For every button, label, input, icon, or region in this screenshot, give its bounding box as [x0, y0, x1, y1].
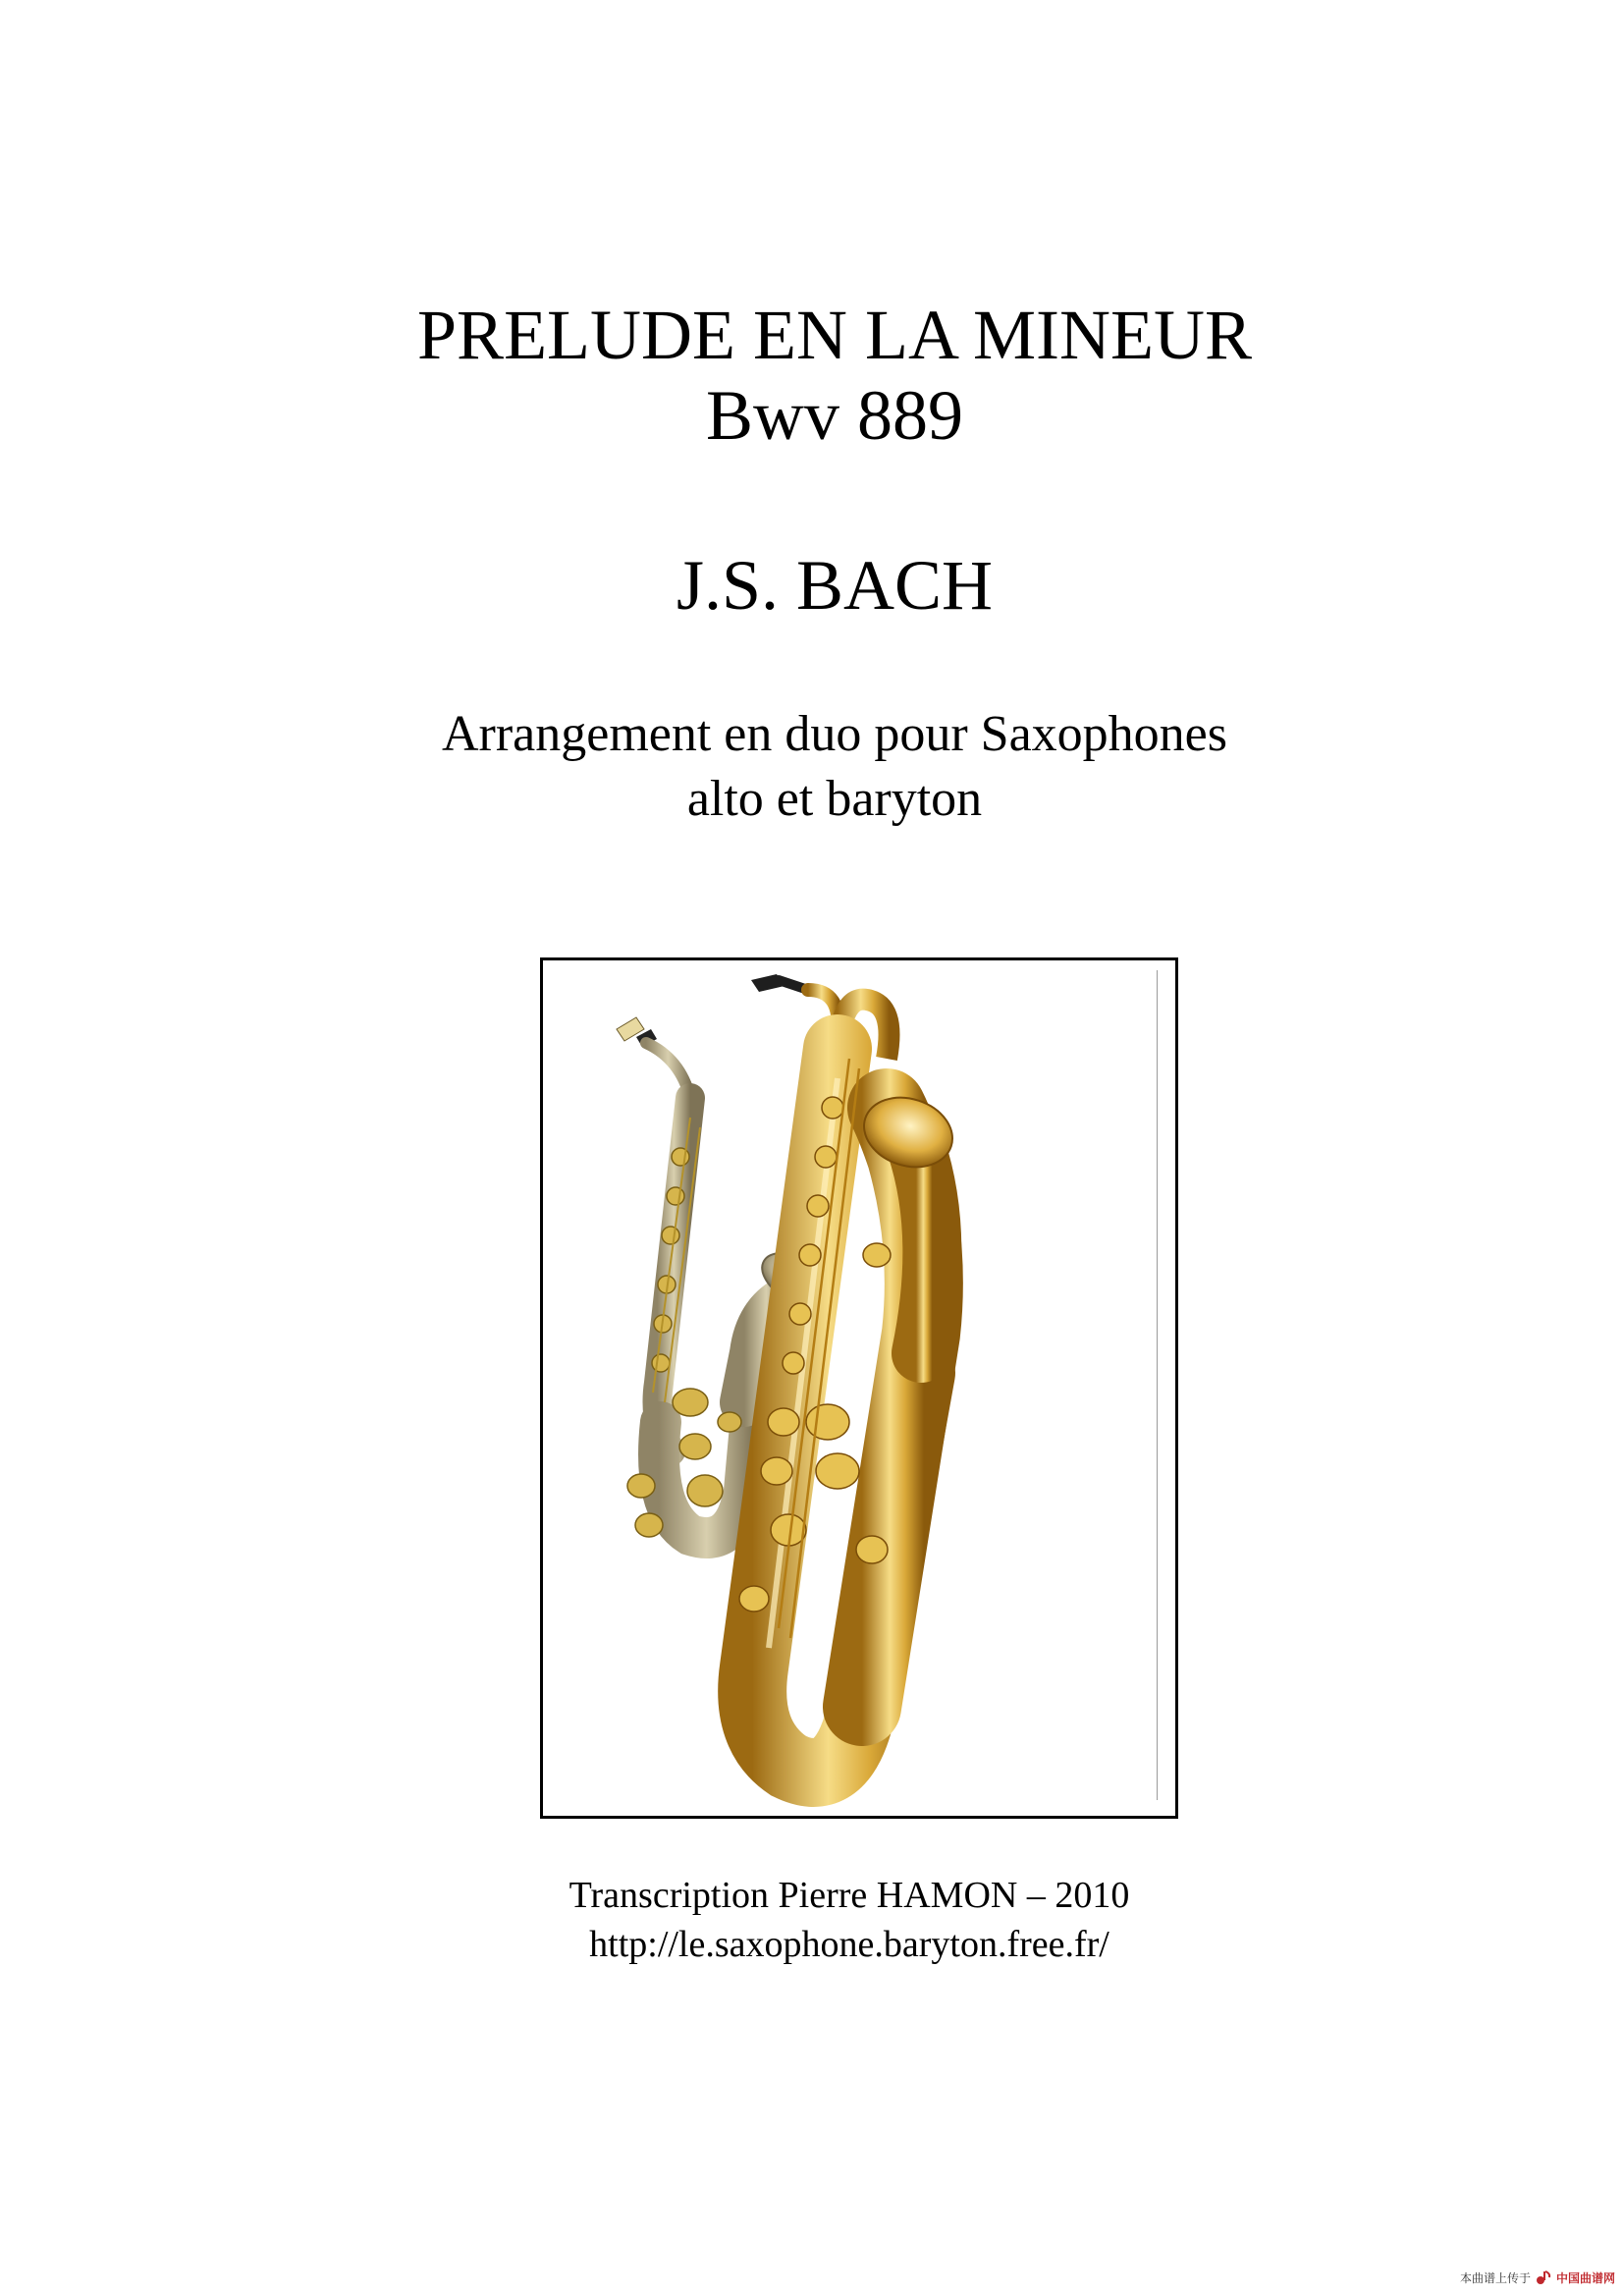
arrangement-line-1: Arrangement en duo pour Saxophones: [441, 706, 1228, 762]
watermark-brand: 中国曲谱网: [1555, 2270, 1615, 2285]
watermark-text: 本曲谱上传于: [1459, 2270, 1531, 2285]
baritone-saxophone: [739, 974, 961, 1773]
credit-line: Transcription Pierre HAMON – 2010: [568, 1875, 1130, 1916]
transcription-credits: [0, 1871, 1623, 1969]
saxophones-photo: [540, 957, 1178, 1819]
composer-name: J.S. BACH: [676, 546, 994, 625]
arrangement-line-2: alto et baryton: [686, 771, 983, 827]
title-line-2: Bwv 889: [705, 376, 964, 455]
arrangement-description: [0, 702, 1623, 832]
site-watermark: [1460, 2267, 1615, 2288]
music-note-icon: [1535, 2269, 1552, 2285]
title-line-1: PRELUDE EN LA MINEUR: [417, 296, 1252, 374]
piece-title: [0, 295, 1623, 456]
saxophones-illustration: [543, 960, 1178, 1819]
website-url: http://le.saxophone.baryton.free.fr/: [589, 1924, 1109, 1965]
